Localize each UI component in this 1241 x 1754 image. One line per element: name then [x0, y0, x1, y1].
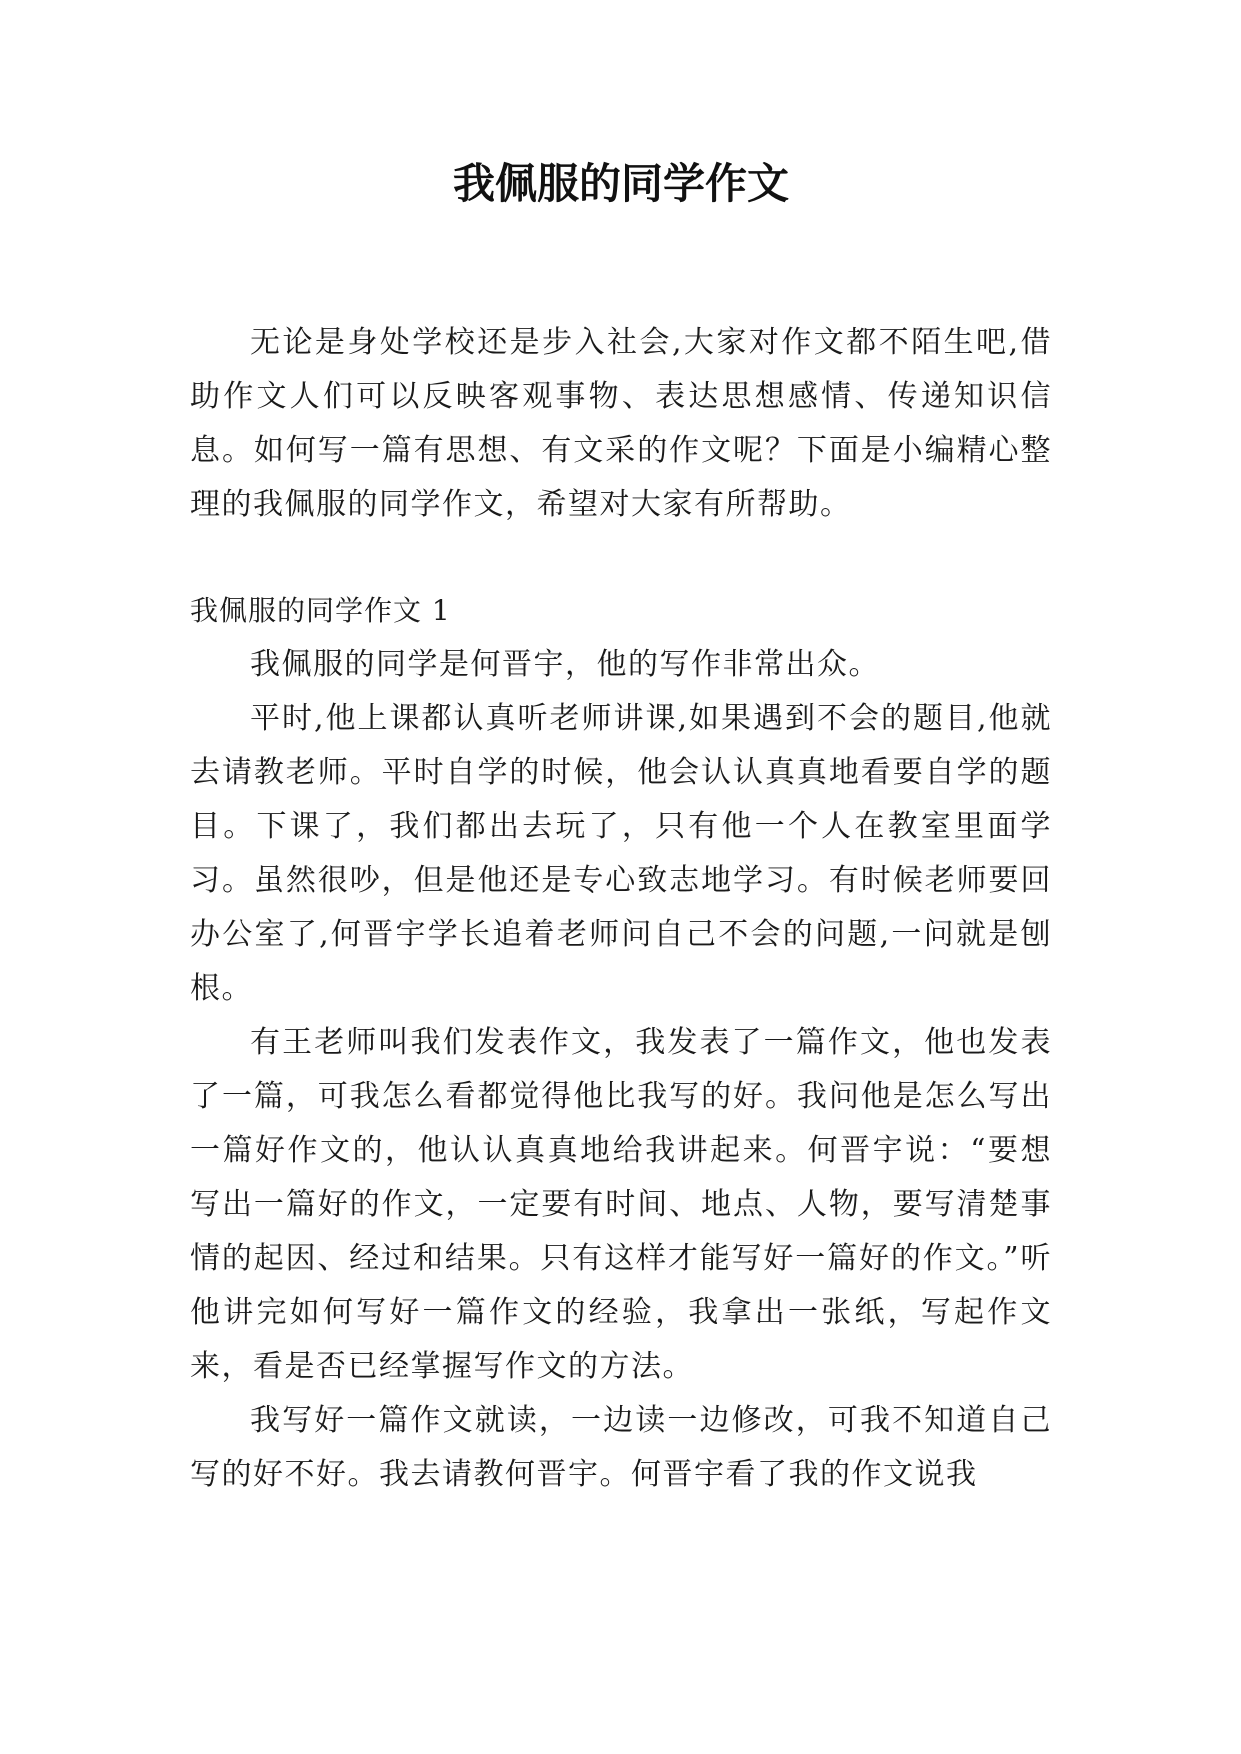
body-paragraph-1: 我佩服的同学是何晋宇，他的写作非常出众。: [250, 647, 880, 682]
section-heading: 我佩服的同学作文 1: [190, 594, 451, 627]
document-title: 我佩服的同学作文: [452, 159, 789, 208]
intro-paragraph: 无论是身处学校还是步入社会,大家对作文都不陌生吧,借助作文人们可以反映客观事物、表达思想感情、传递知识信息。如何写一篇有思想、有文采的作文呢？下面是小编精心整理的我佩服的同学作文，希望对大家有所帮助。: [190, 325, 1052, 522]
body-paragraph-4: 我写好一篇作文就读，一边读一边修改，可我不知道自己写的好不好。我去请教何晋宇。何晋宇看了我的作文说我: [190, 1403, 1052, 1492]
body-paragraph-2: 平时,他上课都认真听老师讲课,如果遇到不会的题目,他就去请教老师。平时自学的时候，他会认认真真地看要自学的题目。下课了，我们都出去玩了，只有他一个人在教室里面学习。虽然很吵，但是他还是专心致志地学习。有时候老师要回办公室了,何晋宇学长追着老师问自己不会的问题,一问就是刨根。: [190, 701, 1052, 1006]
body-paragraph-3: 有王老师叫我们发表作文，我发表了一篇作文，他也发表了一篇，可我怎么看都觉得他比我写的好。我问他是怎么写出一篇好作文的，他认认真真地给我讲起来。何晋宇说：“要想写出一篇好的作文，一定要有时间、地点、人物，要写清楚事情的起因、经过和结果。只有这样才能写好一篇好的作文。”听他讲完如何写好一篇作文的经验，我拿出一张纸，写起作文来，看是否已经掌握写作文的方法。: [190, 1025, 1052, 1384]
document-page: [190, 150, 1052, 1502]
